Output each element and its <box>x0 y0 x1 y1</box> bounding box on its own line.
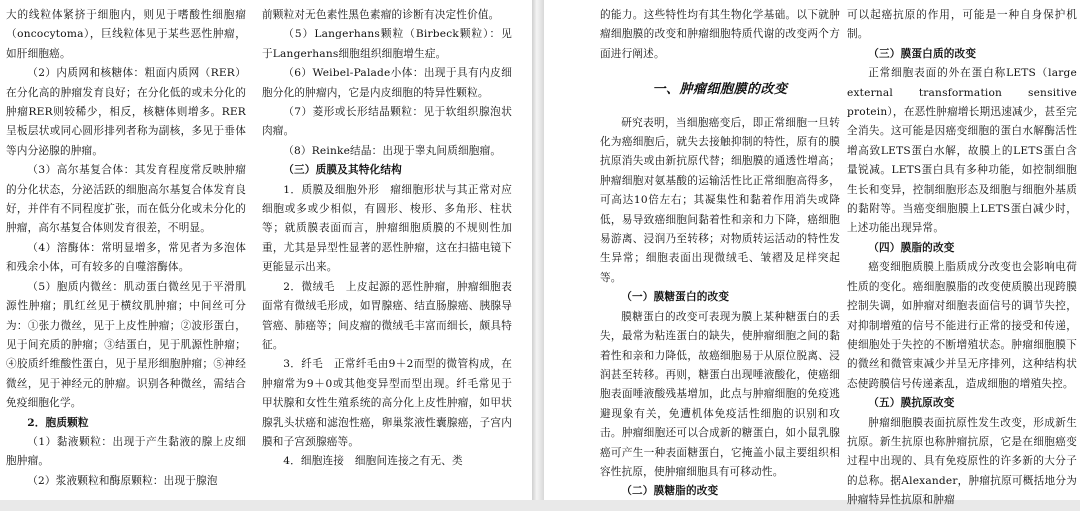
paragraph: （5）Langerhans颗粒（Birbeck颗粒）：见于Langerhans细胞组织细胞增生症。 <box>262 28 512 60</box>
subsection-heading: （三）膜蛋白质的改变 <box>868 47 977 60</box>
paragraph: 前颗粒对无色素性黑色素瘤的诊断有决定性价值。 <box>262 9 500 21</box>
paragraph: （1）黏液颗粒：出现于产生黏液的腺上皮细胞肿瘤。 <box>6 435 246 468</box>
subsection-heading: （三）质膜及其特化结构 <box>283 164 402 177</box>
right-page <box>544 0 1080 507</box>
paragraph: 大的线粒体紧挤于细胞内，则见于嗜酸性细胞瘤（oncocytoma），巨线粒体见于某些恶性肿瘤，如肝细胞癌。 <box>6 9 246 60</box>
paragraph: 4．细胞连接 细胞间连接之有无、类 <box>283 455 463 468</box>
paragraph: 研究表明，当细胞癌变后，即正常细胞一旦转化为癌细胞后，就失去接触抑制的特性，原有的膜抗原消失或由新抗原代替；细胞膜的通透性增高；肿瘤细胞对氨基酸的运输活性比正常细胞高得多，可高达10倍左右；其凝集性和黏着作用消失或降低，易导致癌细胞间黏着性和亲和力下降，癌细胞易游离、浸润乃至转移；对物质转运活动的特性发生异常；细胞表面出现微绒毛、皱褶及足样突起等。 <box>600 116 840 284</box>
paragraph: 的能力。这些特性均有其生物化学基础。以下就肿瘤细胞膜的改变和肿瘤细胞特质代谢的改变两个方面进行阐述。 <box>600 9 840 60</box>
subsection-heading: （一）膜糖蛋白的改变 <box>621 291 730 304</box>
paragraph: 可以起癌抗原的作用，可能是一种自身保护机制。 <box>847 9 1077 41</box>
right-page-column-1 <box>600 6 840 502</box>
paragraph: （6）Weibel-Palade小体：出现于具有内皮细胞分化的肿瘤内，它是内皮细胞的特异性颗粒。 <box>262 67 512 99</box>
paragraph: （5）胞质内微丝：肌动蛋白微丝见于平滑肌源性肿瘤；肌红丝见于横纹肌肿瘤；中间丝可分为：①张力微丝，见于上皮性肿瘤；②波形蛋白，见于间充质的肿瘤；③结蛋白，见于肌源性肿瘤；④胶质纤维酸性蛋白，见于星形细胞肿瘤；⑤神经微丝，见于神经元的肿瘤。识别各种微丝，需结合免疫细胞化学。 <box>6 280 246 410</box>
paragraph: 肿瘤细胞膜表面抗原性发生改变，形成新生抗原。新生抗原也称肿瘤抗原，它是在细胞癌变过程中出现的、具有免疫原性的许多新的大分子的总称。据Alexander，肿瘤抗原可概括地分为肿瘤特异性抗原和肿瘤 <box>847 416 1077 507</box>
subsection-heading: （五）膜抗原改变 <box>868 397 955 410</box>
paragraph: （8）Reinke结晶：出现于睾丸间质细胞瘤。 <box>283 144 502 157</box>
paragraph: 癌变细胞质膜上脂质成分改变也会影响电荷性质的变化。癌细胞膜脂的改变使质膜出现跨膜控制失调，如肿瘤对细胞表面信号的调节失控，对抑制增殖的信号不能进行正常的接受和传递，使细胞处于失控的不断增殖状态。肿瘤细胞膜下的微丝和微管束减少并呈无序排列，这种结构状态使跨膜信号传递紊乱，造成细胞的增殖失控。 <box>847 261 1077 390</box>
paragraph: （2）浆液颗粒和酶原颗粒：出现于腺泡 <box>27 474 218 487</box>
paragraph: 1．质膜及细胞外形 瘤细胞形状与其正常对应细胞或多或少相似，有圆形、梭形、多角形、柱状等；就质膜表面而言，肿瘤细胞质膜的不规则性加重，尤其是异型性显著的恶性肿瘤，这在扫描电镜下更能显示出来。 <box>262 183 512 274</box>
book-gutter <box>532 0 544 500</box>
right-page-column-2 <box>847 6 1077 511</box>
paragraph: （3）高尔基复合体：其发育程度常反映肿瘤的分化状态，分泌活跃的细胞高尔基复合体发育良好，并伴有不同程度扩张，而在低分化或未分化的肿瘤，高尔基复合体则发育很差，不明显。 <box>6 164 246 235</box>
subsection-heading: 2．胞质颗粒 <box>27 416 89 429</box>
section-heading: 一、肿瘤细胞膜的改变 <box>652 82 788 98</box>
paragraph: 膜糖蛋白的改变可表现为膜上某种糖蛋白的丢失，最常为粘连蛋白的缺失，使肿瘤细胞之间的黏着性和亲和力降低，故癌细胞易于从原位脱离、浸润甚至转移。再则，糖蛋白出现唾液酸化，使癌细胞表面唾液酸残基增加，此点与肿瘤细胞的免疫逃避现象有关，免遭机体免疫活性细胞的识别和攻击。肿瘤细胞还可以合成新的糖蛋白，如小鼠乳腺癌可产生一种表面糖蛋白，它掩盖小鼠主要组织相容性抗原，使肿瘤细胞具有可移动性。 <box>600 310 840 478</box>
paragraph: 正常细胞表面的外在蛋白称LETS（large external transformation sensitive protein），在恶性肿瘤增长期迅速减少，甚至完全消失。这可能是因癌变细胞的蛋白水解酶活性增高致LETS蛋白水解，故膜上的LETS蛋白含量锐减。LETS蛋白具有多种功能，如控制细胞生长和变异，控制细胞形态及细胞与细胞外基质的黏附等。当癌变细胞膜上LETS蛋白减少时，上述功能出现异常。 <box>847 67 1077 235</box>
paragraph: 2．微绒毛 上皮起源的恶性肿瘤，肿瘤细胞表面常有微绒毛形成，如胃腺癌、结直肠腺癌、胰腺导管癌、肺癌等；间皮瘤的微绒毛丰富而细长，颇具特征。 <box>262 280 512 351</box>
paragraph: （7）菱形或长形结晶颗粒：见于软组织腺泡状肉瘤。 <box>262 106 512 138</box>
subsection-heading: （二）膜糖脂的改变 <box>621 485 719 498</box>
left-page-column-2 <box>262 6 512 472</box>
paragraph: （4）溶酶体：常明显增多，常见者为多泡体和残余小体，可有较多的自噬溶酶体。 <box>6 241 246 274</box>
left-page <box>0 0 532 500</box>
subsection-heading: （四）膜脂的改变 <box>868 241 955 254</box>
paragraph: 3．纤毛 正常纤毛由9＋2而型的微管构成，在肿瘤常为9＋0或其他变异型而型出现。纤毛常见于甲状腺和女性生殖系统的高分化上皮性肿瘤，如甲状腺乳头状癌和滤泡性癌，卵巢浆液性囊腺癌，子宫内膜和子宫颈腺癌等。 <box>262 358 512 448</box>
paragraph: （2）内质网和核糖体：粗面内质网（RER）在分化高的肿瘤发育良好；在分化低的或未分化的肿瘤RER则较稀少，相反，核糖体则增多。RER呈板层状或同心圆形排列者称为副核，多见于垂体等内分泌腺的肿瘤。 <box>6 67 246 157</box>
left-page-column-1 <box>6 6 246 491</box>
